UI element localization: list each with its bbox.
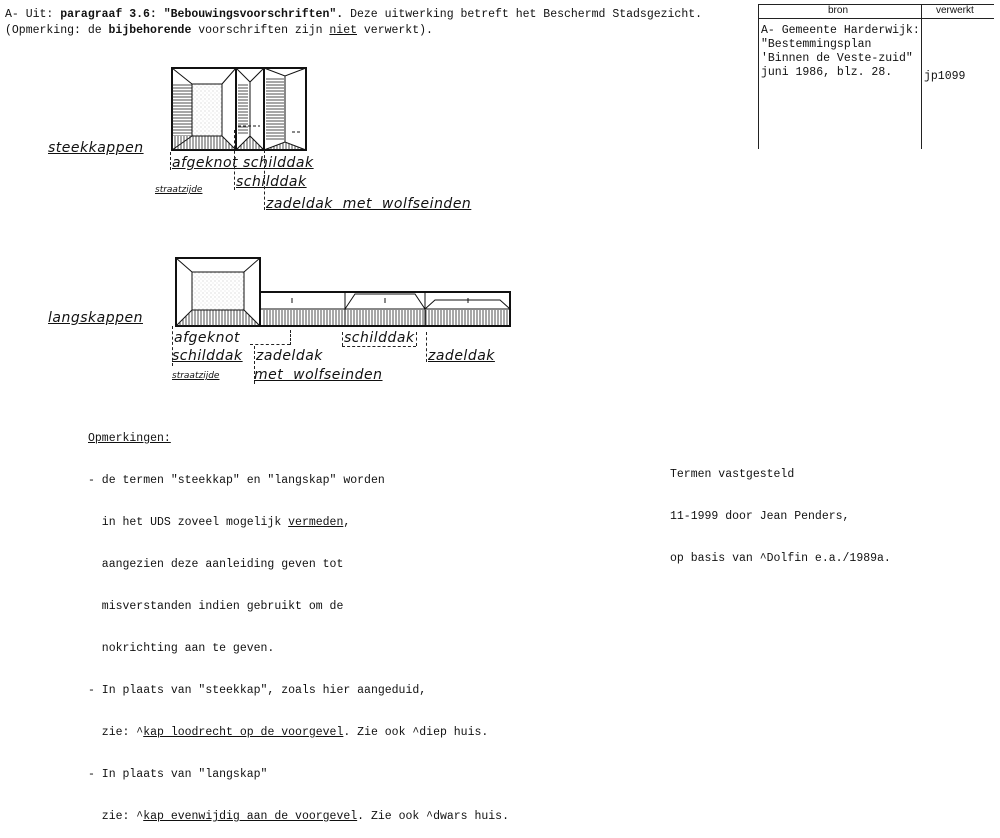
label-schilddak-2: schilddak bbox=[172, 348, 243, 364]
remark-line: - In plaats van "steekkap", zoals hier aangeduid, bbox=[88, 684, 427, 697]
category-steekkappen: steekkappen bbox=[48, 140, 144, 156]
terms-block bbox=[670, 440, 891, 580]
remark-line: aangezien deze aanleiding geven tot bbox=[88, 558, 344, 571]
remark-line: - In plaats van "langskap" bbox=[88, 768, 268, 781]
remark-line: zie: ^kap loodrecht op de voorgevel. Zie ook ^diep huis. bbox=[88, 726, 489, 739]
header-line-1: A- Uit: paragraaf 3.6: "Bebouwingsvoorschriften". Deze uitwerking betreft het Beschermd Stadsgezicht. bbox=[5, 8, 703, 21]
remark-line: misverstanden indien gebruikt om de bbox=[88, 600, 344, 613]
remark-line: in het UDS zoveel mogelijk vermeden, bbox=[88, 516, 351, 529]
col-bron-header: bron bbox=[828, 5, 849, 16]
label-schilddak: schilddak bbox=[236, 174, 307, 190]
remarks-block bbox=[88, 404, 509, 838]
label-zadeldak-wolfseinden: zadeldak met wolfseinden bbox=[266, 196, 472, 212]
remark-line: zie: ^kap evenwijdig aan de voorgevel. Zie ook ^dwars huis. bbox=[88, 810, 509, 823]
source-line: "Bestemmingsplan bbox=[761, 38, 872, 51]
source-card bbox=[758, 4, 994, 149]
street-side-label-2: straatzijde bbox=[172, 371, 220, 381]
street-side-label: straatzijde bbox=[155, 185, 203, 195]
label-met-wolfseinden: met wolfseinden bbox=[254, 367, 383, 383]
label-afgeknot-schilddak: afgeknot schilddak bbox=[172, 155, 314, 171]
remark-line: nokrichting aan te geven. bbox=[88, 642, 275, 655]
terms-line: Termen vastgesteld bbox=[670, 468, 795, 481]
category-langskappen: langskappen bbox=[48, 310, 143, 326]
col-verwerkt-header: verwerkt bbox=[936, 5, 974, 16]
card-code: jp1099 bbox=[924, 70, 966, 83]
remark-line: - de termen "steekkap" en "langskap" worden bbox=[88, 474, 385, 487]
terms-line: 11-1999 door Jean Penders, bbox=[670, 510, 850, 523]
langskappen-drawing bbox=[170, 256, 515, 330]
header-line-2: (Opmerking: de bijbehorende voorschriften zijn niet verwerkt). bbox=[5, 24, 433, 37]
source-line: A- Gemeente Harderwijk: bbox=[761, 24, 920, 37]
terms-line: op basis van ^Dolfin e.a./1989a. bbox=[670, 552, 891, 565]
steekkappen-drawing bbox=[168, 66, 310, 154]
source-line: juni 1986, blz. 28. bbox=[761, 66, 893, 79]
label-afgeknot: afgeknot bbox=[174, 330, 241, 346]
label-schilddak-3: schilddak bbox=[344, 330, 415, 346]
label-zadeldak-2: zadeldak bbox=[256, 348, 323, 364]
label-zadeldak-3: zadeldak bbox=[428, 348, 495, 364]
source-line: 'Binnen de Veste-zuid" bbox=[761, 52, 913, 65]
remarks-title: Opmerkingen: bbox=[88, 432, 171, 445]
